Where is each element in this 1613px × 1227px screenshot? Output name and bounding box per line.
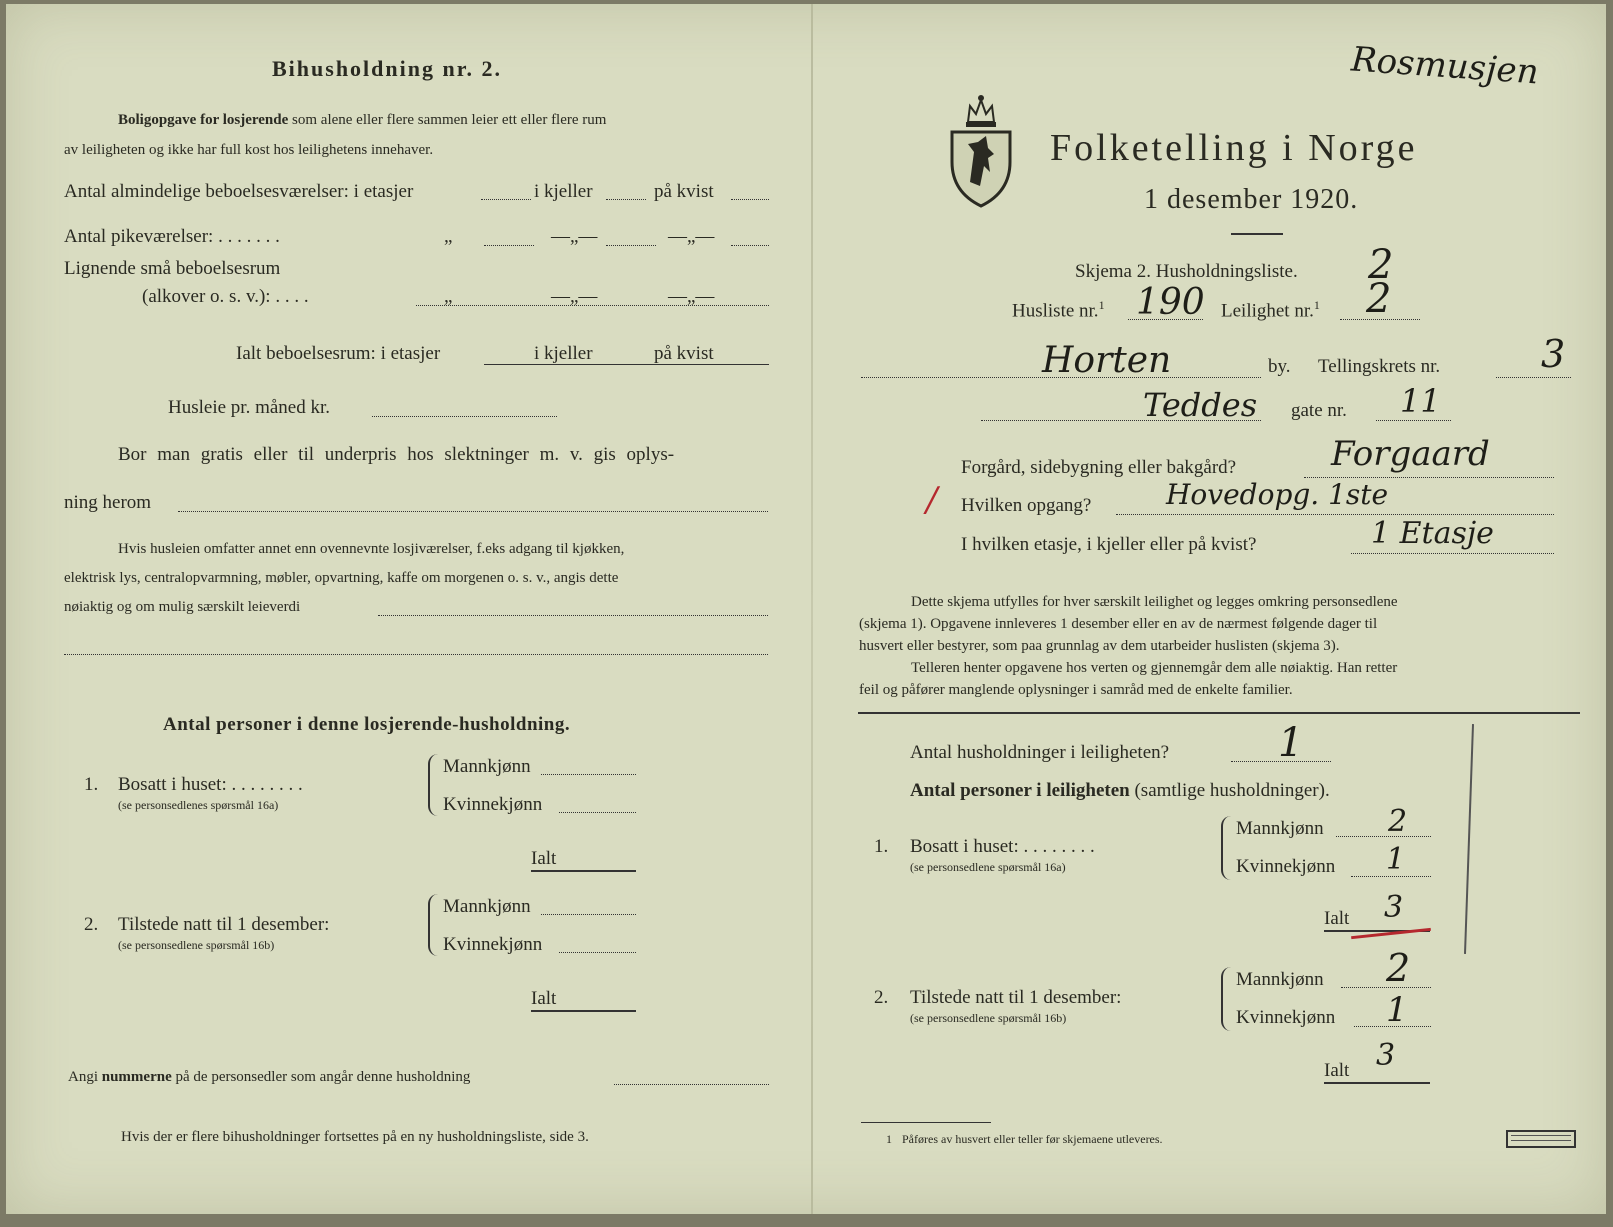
- info-line-3: husvert eller bestyrer, som paa grunnlag av dem utarbeider huslisten (skjema 3).: [859, 638, 1340, 654]
- ialt-rooms-label: Ialt beboelsesrum: i etasjer: [236, 343, 441, 364]
- right-q2-mann-field[interactable]: [1341, 987, 1431, 988]
- left-q1-kvinne-field[interactable]: [559, 812, 636, 813]
- lignende-ditto-2: —„—: [551, 286, 598, 307]
- rooms-kvist-label: på kvist: [654, 181, 714, 202]
- hvis-line-2: elektrisk lys, centralopvarmning, møbler, opvartning, kaffe om morgenen o. s. v., angis dette: [64, 570, 619, 586]
- intro-line-1: Boligopgave for losjerende som alene eller flere sammen leier ett eller flere rum: [118, 112, 607, 128]
- footnote: 1 Påføres av husvert eller teller før skjemaene utleveres.: [886, 1132, 1163, 1146]
- forgard-label: Forgård, sidebygning eller bakgård?: [961, 457, 1237, 478]
- pike-ditto-1: „: [444, 226, 453, 247]
- left-q2-sub: (se personsedlene spørsmål 16b): [118, 938, 275, 952]
- by-label: by.: [1268, 356, 1291, 377]
- footnote-rule: [861, 1122, 991, 1123]
- left-q2-kvinne-label: Kvinnekjønn: [443, 934, 543, 955]
- right-q2-label: Tilstede natt til 1 desember:: [910, 987, 1122, 1008]
- hvis-line-3: nøiaktig og om mulig særskilt leieverdi: [64, 599, 301, 615]
- leilighet-field[interactable]: [1340, 319, 1420, 320]
- antal-hush-field[interactable]: [1231, 761, 1331, 762]
- left-q1-sub: (se personsedlenes spørsmål 16a): [118, 798, 279, 812]
- title-rule: [1231, 233, 1283, 235]
- info-rule: [858, 712, 1580, 714]
- left-q2-ialt-label: Ialt: [531, 988, 557, 1009]
- right-q2-number: 2.: [874, 987, 889, 1008]
- opgang-handwriting: Hovedopg. 1ste: [1166, 478, 1389, 511]
- tellingskrets-label: Tellingskrets nr.: [1318, 356, 1441, 377]
- hvis-field-2[interactable]: [64, 654, 768, 655]
- hvis-line-1: Hvis husleien omfatter annet enn ovennevnte losjiværelser, f.eks adgang til kjøkken,: [118, 541, 625, 557]
- by-handwriting: Horten: [1042, 340, 1172, 381]
- rooms-kjeller-label: i kjeller: [534, 181, 593, 202]
- rooms-label: Antal almindelige beboelsesværelser: i etasjer: [64, 181, 414, 202]
- etasje-handwriting: 1 Etasje: [1371, 516, 1494, 551]
- left-q1-number: 1.: [84, 774, 99, 795]
- right-q1-ialt-handwriting: 3: [1384, 890, 1404, 925]
- left-q2-mann-field[interactable]: [541, 914, 636, 915]
- tellingskrets-field[interactable]: [1496, 377, 1571, 378]
- gate-nr-handwriting: 11: [1400, 382, 1441, 420]
- info-line-4: Telleren henter opgavene hos verten og gjennemgår dem alle nøiaktig. Han retter: [911, 660, 1398, 676]
- printer-stamp-box: [1506, 1130, 1576, 1148]
- left-q1-mann-label: Mannkjønn: [443, 756, 531, 777]
- lignende-ditto-1: „: [444, 286, 453, 307]
- right-q2-mann-handwriting: 2: [1386, 946, 1411, 990]
- norwegian-coat-of-arms-icon: [946, 92, 1016, 210]
- husleie-label: Husleie pr. måned kr.: [168, 397, 330, 418]
- right-q2-brace: [1221, 967, 1231, 1031]
- angi-line: Angi nummerne på de personsedler som angår denne husholdning: [68, 1069, 471, 1085]
- intro-line-2: av leiligheten og ikke har full kost hos leilighetens innehaver.: [64, 142, 434, 158]
- left-title: Bihusholdning nr. 2.: [272, 56, 502, 81]
- right-q1-kvinne-label: Kvinnekjønn: [1236, 856, 1336, 877]
- left-q2-label: Tilstede natt til 1 desember:: [118, 914, 330, 935]
- pike-kjeller-field[interactable]: [606, 245, 656, 246]
- gratis-field[interactable]: [178, 511, 768, 512]
- left-q1-mann-field[interactable]: [541, 774, 636, 775]
- ialt-kjeller-label: i kjeller: [534, 343, 593, 364]
- right-q1-number: 1.: [874, 836, 889, 857]
- right-q1-kvinne-field[interactable]: [1351, 876, 1431, 877]
- right-q1-mann-handwriting: 2: [1388, 804, 1408, 839]
- left-q1-ialt-field[interactable]: [531, 870, 636, 872]
- pike-label: Antal pikeværelser: . . . . . . .: [64, 226, 280, 247]
- right-q2-kvinne-handwriting: 1: [1386, 990, 1408, 1030]
- by-field[interactable]: [861, 377, 1261, 378]
- rooms-etasjer-field[interactable]: [481, 199, 531, 200]
- opgang-label: Hvilken opgang?: [961, 495, 1092, 516]
- right-q2-ialt-label: Ialt: [1324, 1060, 1350, 1081]
- antal-hush-handwriting: 1: [1278, 720, 1304, 766]
- right-q1-mann-field[interactable]: [1336, 836, 1431, 837]
- husliste-label: Husliste nr.$^1$: [1012, 298, 1105, 322]
- gratis-line-1: Bor man gratis eller til underpris hos slektninger m. v. gis oplys-: [118, 444, 675, 465]
- info-line-1: Dette skjema utfylles for hver særskilt leilighet og legges omkring personsedlene: [911, 594, 1398, 610]
- rooms-kvist-field[interactable]: [731, 199, 769, 200]
- right-q1-brace: [1221, 816, 1231, 880]
- left-q2-kvinne-field[interactable]: [559, 952, 636, 953]
- left-q1-ialt-label: Ialt: [531, 848, 557, 869]
- left-q2-number: 2.: [84, 914, 99, 935]
- tellingskrets-handwriting: 3: [1541, 332, 1566, 376]
- gate-handwriting: Teddes: [1143, 386, 1258, 424]
- hvis-field[interactable]: [378, 615, 768, 616]
- right-q2-kvinne-label: Kvinnekjønn: [1236, 1007, 1336, 1028]
- left-antal-heading: Antal personer i denne losjerende-husholdning.: [163, 714, 571, 735]
- right-title: Folketelling i Norge: [1050, 127, 1418, 169]
- gate-label: gate nr.: [1291, 400, 1347, 421]
- lignende-ditto-3: —„—: [668, 286, 715, 307]
- pike-etasjer-field[interactable]: [484, 245, 534, 246]
- gratis-line-2: ning herom: [64, 492, 152, 513]
- pike-kvist-field[interactable]: [731, 245, 769, 246]
- info-line-2: (skjema 1). Opgavene innleveres 1 desember eller en av de nærmest følgende dager til: [859, 616, 1378, 632]
- husliste-handwriting: 190: [1136, 282, 1205, 323]
- skjema-label: Skjema 2. Husholdningsliste.: [1075, 261, 1298, 282]
- info-line-5: feil og påfører manglende oplysninger i samråd med de enkelte familier.: [859, 682, 1293, 698]
- right-q2-kvinne-field[interactable]: [1354, 1026, 1431, 1027]
- etasje-field[interactable]: [1351, 553, 1554, 554]
- angi-field[interactable]: [614, 1084, 769, 1085]
- opgang-red-mark: /: [926, 480, 938, 520]
- ialt-kvist-label: på kvist: [654, 343, 714, 364]
- pike-ditto-2: —„—: [551, 226, 598, 247]
- left-footer: Hvis der er flere bihusholdninger fortsettes på en ny husholdningsliste, side 3.: [121, 1129, 589, 1145]
- right-q1-mann-label: Mannkjønn: [1236, 818, 1324, 839]
- pike-ditto-3: —„—: [668, 226, 715, 247]
- left-q1-label: Bosatt i huset: . . . . . . . .: [118, 774, 303, 795]
- leilighet-handwriting: 2: [1366, 276, 1392, 322]
- right-q2-sub: (se personsedlene spørsmål 16b): [910, 1011, 1067, 1025]
- antal-hush-label: Antal husholdninger i leiligheten?: [910, 742, 1170, 763]
- right-q2-mann-label: Mannkjønn: [1236, 969, 1324, 990]
- page-fold: [811, 4, 813, 1214]
- right-q1-kvinne-handwriting: 1: [1386, 842, 1406, 877]
- census-form-sheet: [6, 4, 1606, 1214]
- rooms-kjeller-field[interactable]: [606, 199, 646, 200]
- forgard-handwriting: Forgaard: [1331, 434, 1490, 474]
- etasje-label: I hvilken etasje, i kjeller eller på kvist?: [961, 534, 1257, 555]
- gate-nr-field[interactable]: [1376, 420, 1451, 421]
- right-q1-sub: (se personsedlene spørsmål 16a): [910, 860, 1066, 874]
- gate-field[interactable]: [981, 420, 1261, 421]
- right-q1-label: Bosatt i huset: . . . . . . . .: [910, 836, 1095, 857]
- skjema-handwriting: 2: [1368, 242, 1394, 288]
- lignende-label-2: (alkover o. s. v.): . . . .: [142, 286, 309, 307]
- left-q1-brace: [428, 754, 438, 816]
- left-q2-brace: [428, 894, 438, 956]
- right-q1-ialt-label: Ialt: [1324, 908, 1350, 929]
- pencil-vertical-mark: [1464, 724, 1474, 954]
- right-q2-ialt-field[interactable]: [1324, 1082, 1430, 1084]
- census-date: 1 desember 1920.: [1144, 184, 1359, 215]
- antal-pers-line: Antal personer i leiligheten (samtlige husholdninger).: [910, 780, 1330, 801]
- left-q1-kvinne-label: Kvinnekjønn: [443, 794, 543, 815]
- corner-handwriting: Rosmusjen: [1349, 39, 1540, 93]
- leilighet-label: Leilighet nr.$^1$: [1221, 298, 1320, 322]
- right-q2-ialt-handwriting: 3: [1376, 1038, 1396, 1073]
- husleie-field[interactable]: [372, 416, 557, 417]
- husliste-field[interactable]: [1128, 319, 1203, 320]
- lignende-label-1: Lignende små beboelsesrum: [64, 258, 281, 279]
- left-q2-ialt-field[interactable]: [531, 1010, 636, 1012]
- ialt-rooms-field[interactable]: [484, 364, 769, 365]
- opgang-field[interactable]: [1116, 514, 1554, 515]
- left-q2-mann-label: Mannkjønn: [443, 896, 531, 917]
